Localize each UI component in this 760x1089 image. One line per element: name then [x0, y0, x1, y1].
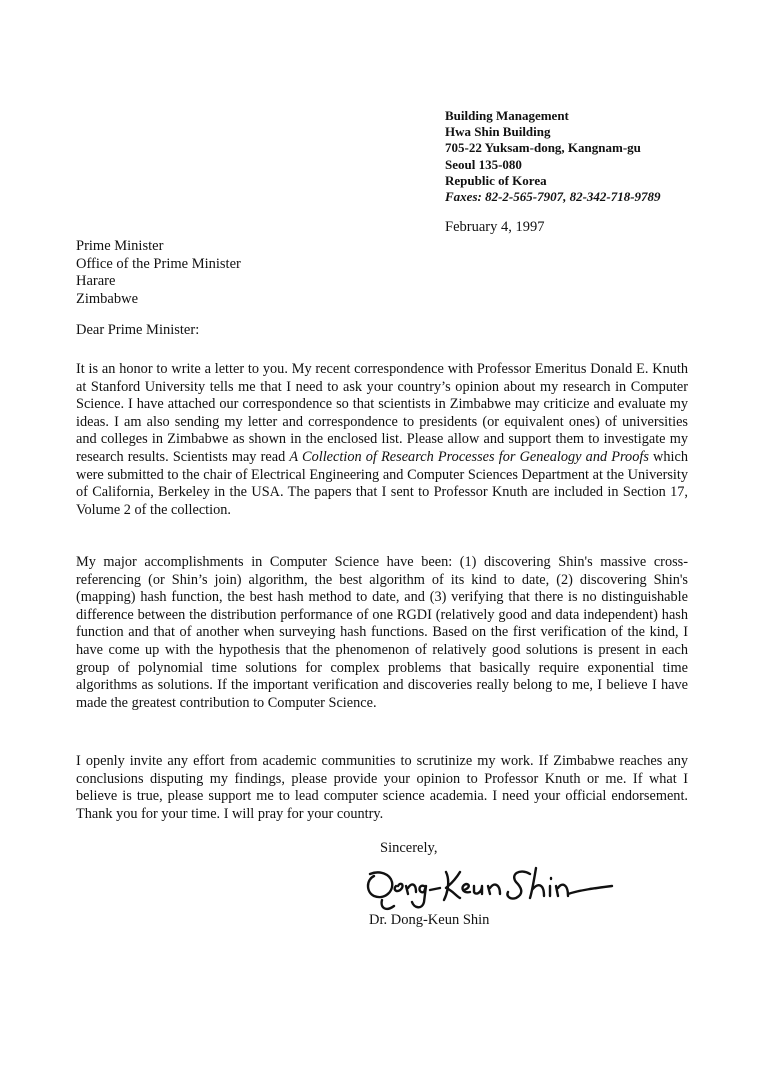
recipient-line-1: Prime Minister — [76, 238, 164, 254]
paragraph-1 — [76, 361, 688, 519]
paragraph-3: I openly invite any effort from academic communities to scrutinize my work. If Zimbabwe reaches any conclusions disputing my findings, please provide your opinion to Professor Knuth or me. If what I believe is true, please support me to lead computer science academia. I need your official endorsement. Thank you for your time. I will pray for your country. — [76, 753, 688, 822]
paragraph-1-text-before: It is an honor to write a letter to you. My recent correspondence with Professor Emeritus Donald E. Knuth at Stanford University tells me that I need to ask your country’s opinion about my research in Computer Science. I have attached our correspondence so that scientists in Zimbabwe may criticize and evaluate my ideas. I am also sending my letter and correspondence to presidents (or equivalent ones) of universities and colleges in Zimbabwe as shown in the enclosed list. Please allow and support them to investigate my research results. Scientists may read — [76, 361, 688, 465]
sender-line-1: Building Management — [445, 108, 569, 123]
paragraph-1-text-after: which were submitted to the chair of Electrical Engineering and Computer Sciences Department at the University of California, Berkeley in the USA. The papers that I sent to Professor Knuth are included in Section 17, Volume 2 of the collection. — [76, 448, 689, 518]
sender-line-4: Seoul 135-080 — [445, 156, 522, 172]
closing: Sincerely, — [380, 840, 438, 856]
paragraph-2: My major accomplishments in Computer Science have been: (1) discovering Shin's massive cross-referencing (or Shin’s join) algorithm, the best algorithm of its kind to date, (2) discovering Shin's (mapping) hash function, the best hash method to date, and (3) verifying that there is no distinguishable difference between the distribution performance of one RGDI (relatively good and data independent) hash function and that of another when surveying hash functions. Based on the first verification of the kind, I have come up with the hypothesis that the phenomenon of relatively good solutions is present in each group of polynomial time solutions for complex problems that basically require exponential time algorithms as solutions. If the important verification and discoveries really belong to me, I believe I have made the greatest contribution to Computer Science. — [76, 554, 688, 711]
signer-name: Dr. Dong-Keun Shin — [369, 912, 490, 928]
handwritten-signature — [360, 856, 620, 914]
recipient-line-2: Office of the Prime Minister — [76, 255, 241, 272]
recipient-line-4: Zimbabwe — [76, 290, 139, 307]
salutation: Dear Prime Minister: — [76, 322, 200, 338]
sender-address-block — [445, 108, 661, 205]
sender-line-3: 705-22 Yuksam-dong, Kangnam-gu — [445, 140, 641, 156]
recipient-line-3: Harare — [76, 273, 116, 290]
letter-date: February 4, 1997 — [445, 219, 545, 235]
collection-title: A Collection of Research Processes for Genealogy and Proofs — [289, 448, 649, 465]
sender-line-2: Hwa Shin Building — [445, 124, 551, 140]
recipient-address-block — [76, 238, 241, 308]
sender-faxes: Faxes: 82-2-565-7907, 82-342-718-9789 — [445, 189, 661, 205]
sender-line-5: Republic of Korea — [445, 172, 547, 188]
